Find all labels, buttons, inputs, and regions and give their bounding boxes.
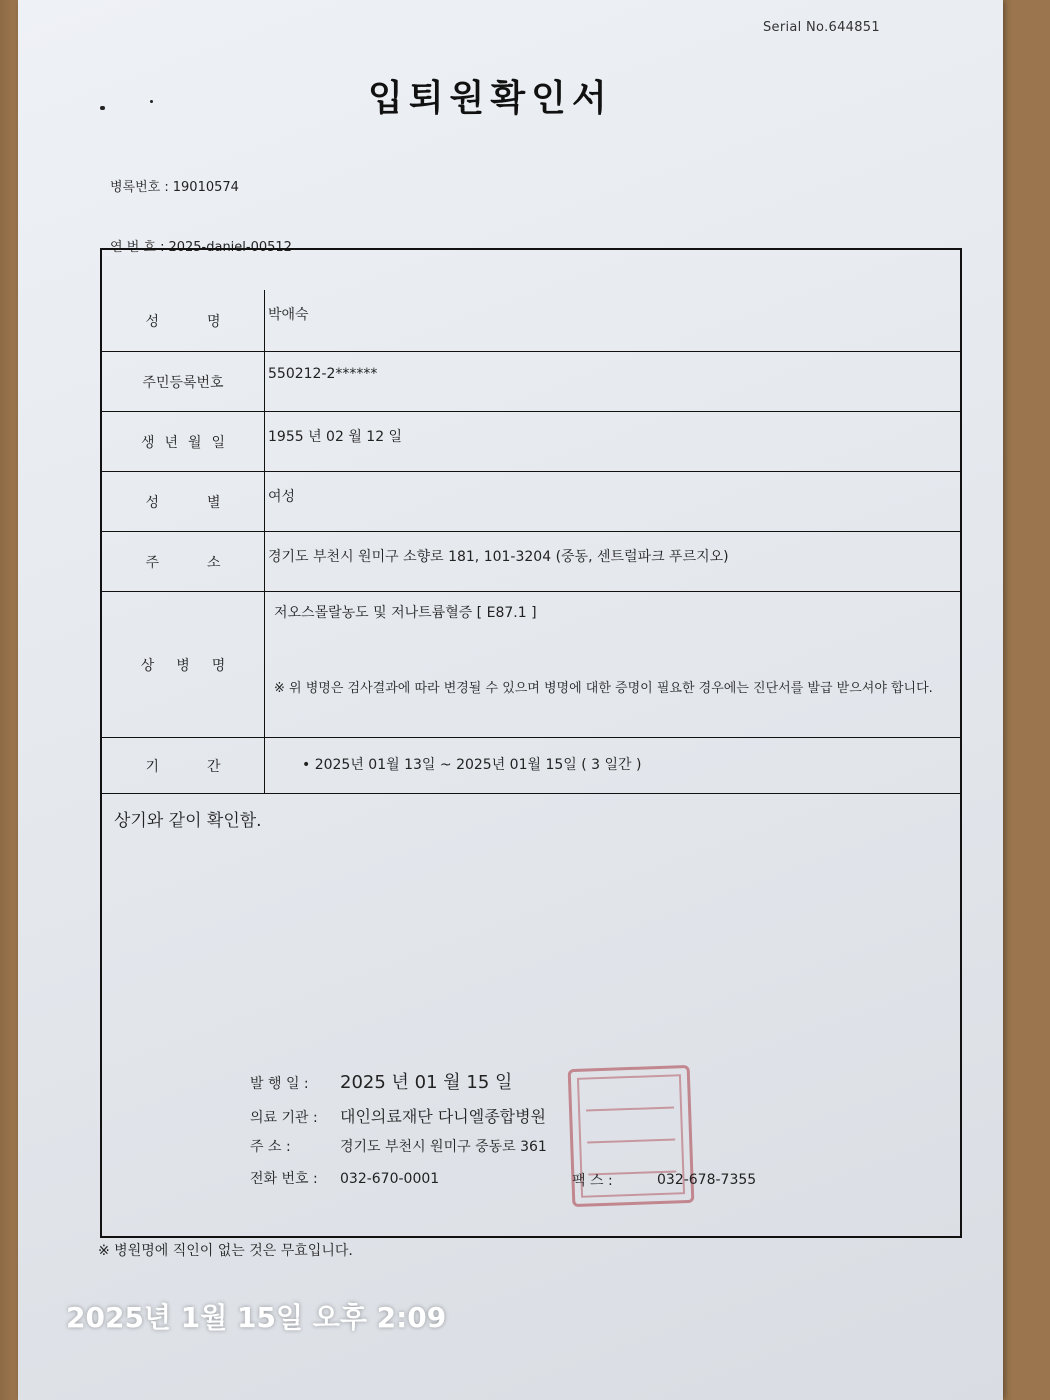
row-sex [102,472,960,532]
issue-date-value: 2025 년 01 월 15 일 [340,1072,513,1093]
footer-note: ※ 병원명에 직인이 없는 것은 무효입니다. [98,1243,353,1259]
label-period: 기간 [102,738,265,793]
row-resident-id [102,352,960,412]
document-title: 입퇴원확인서 [368,78,613,119]
label-name: 성명 [102,290,265,351]
issue-date-label: 발 행 일 : [250,1076,309,1092]
row-name [102,290,960,352]
issuer-fax-value: 032-678-7355 [657,1172,757,1188]
issuer-address [250,1136,547,1156]
punch-hole [100,106,105,110]
reference-number-label: 연 번 호 : [110,240,165,255]
value-sex: 여성 [268,489,296,505]
issuer-phone [250,1168,439,1188]
label-address: 주소 [102,532,265,591]
row-diagnosis [102,592,960,738]
issuer-phone-label: 전화 번호 : [250,1171,318,1187]
photo-timestamp: 2025년 1월 15일 오후 2:09 [66,1301,447,1334]
issuer-org [250,1104,546,1127]
label-birth: 생년월일 [102,412,265,471]
value-resident-id: 550212-2****** [268,366,378,382]
label-resident-id: 주민등록번호 [102,352,265,411]
row-period [102,738,960,794]
issuer-org-value: 대인의료재단 다니엘종합병원 [340,1107,547,1126]
diagnosis-note: ※ 위 병명은 검사결과에 따라 변경될 수 있으며 병명에 대한 증명이 필요한 경우에는 진단서를 발급 받으셔야 합니다. [274,681,933,696]
issuer-fax-label: 팩 스 : [572,1173,613,1189]
registration-number [110,176,239,195]
value-name: 박애숙 [268,307,309,323]
row-address [102,532,960,592]
label-diagnosis: 상병명 [102,592,265,737]
reference-number-value: 2025-daniel-00512 [168,240,292,255]
document-page [18,0,1003,1400]
serial-number: Serial No.644851 [763,20,880,35]
issuer-address-value: 경기도 부천시 원미구 중동로 361 [340,1139,547,1155]
label-sex: 성별 [102,472,265,531]
registration-number-label: 병록번호 : [110,180,169,195]
info-table [100,248,962,1238]
issuer-address-label: 주 소 : [250,1139,291,1155]
issue-date [250,1068,512,1094]
value-birth: 1955 년 02 월 12 일 [268,429,403,445]
row-birth [102,412,960,472]
issuer-org-label: 의료 기관 : [250,1110,318,1126]
value-address: 경기도 부천시 원미구 소향로 181, 101-3204 (중동, 센트럴파크 푸르지오) [268,549,729,565]
value-diagnosis: 저오스몰랄농도 및 저나트륨혈증 [ E87.1 ] [274,605,537,621]
punch-hole [150,100,153,103]
registration-number-value: 19010574 [172,180,239,195]
confirm-text: 상기와 같이 확인함. [114,811,262,831]
issuer-phone-value: 032-670-0001 [340,1171,440,1187]
value-period: • 2025년 01월 13일 ~ 2025년 01월 15일 ( 3 일간 ) [302,757,642,773]
